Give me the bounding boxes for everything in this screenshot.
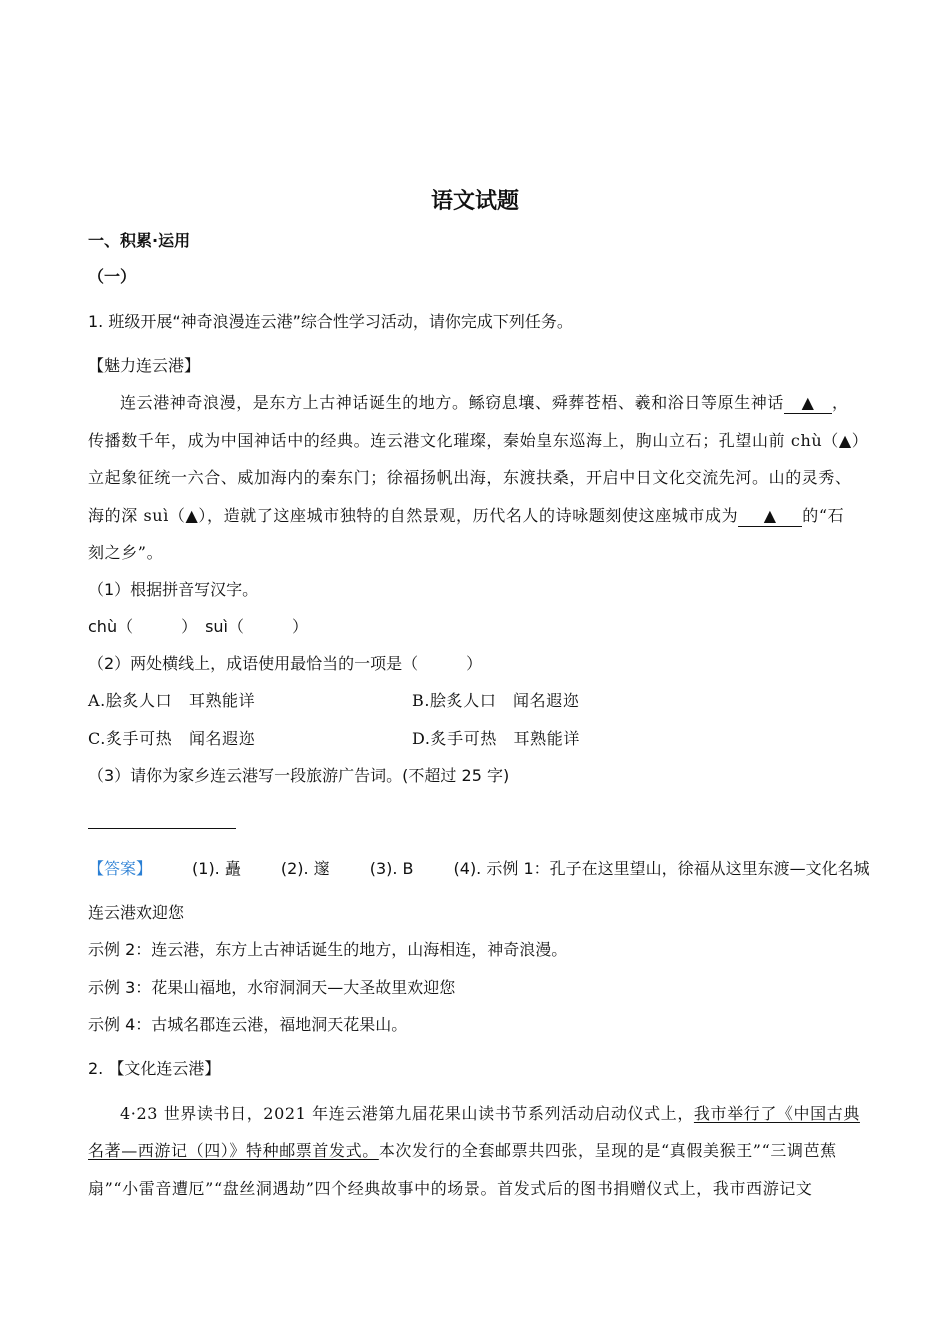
q2-text: 4·23 世界读书日，2021 年连云港第九届花果山读书节系列活动启动仪式上， — [120, 1104, 694, 1123]
answer-part-1: (1). 矗 — [192, 859, 241, 878]
answer-example-2: 示例 2：连云港，东方上古神话诞生的地方，山海相连，神奇浪漫。 — [88, 940, 568, 959]
answer-tag: 【答案】 — [88, 859, 153, 878]
answer-line-2: 连云港欢迎您 — [88, 903, 185, 922]
answer-part-2: (2). 邃 — [280, 859, 330, 878]
option-d: D.炙手可热 耳熟能详 — [412, 729, 580, 748]
passage-line-4 — [88, 505, 844, 527]
option-b: B.脍炙人口 闻名遐迩 — [412, 691, 580, 710]
sub-question-1: （1）根据拼音写汉字。 — [88, 580, 259, 599]
page-title: 语文试题 — [430, 189, 519, 214]
passage-line-5: 刻之乡”。 — [88, 543, 164, 562]
answer-divider — [88, 828, 236, 829]
passage-text: 海的深 suì（▲），造就了这座城市独特的自然景观，历代名人的诗咏题刻使这座城市成为 — [88, 506, 739, 525]
passage-line-2: 传播数千年，成为中国神话中的经典。连云港文化璀璨，秦始皇东巡海上，朐山立石；孔望山前 chù（▲） — [88, 431, 869, 450]
q2-line-2 — [88, 1140, 837, 1162]
q2-underlined-text: 我市举行了《中国古典 — [693, 1104, 860, 1123]
passage-block-title: 【魅力连云港】 — [88, 356, 201, 375]
q2-line-1 — [120, 1103, 860, 1125]
question-1-stem: 1. 班级开展“神奇浪漫连云港”综合性学习活动，请你完成下列任务。 — [88, 312, 573, 331]
answer-blank: ▲ — [738, 506, 802, 527]
sub-question-2: （2）两处横线上，成语使用最恰当的一项是（ ） — [88, 654, 483, 673]
answer-line-1 — [88, 858, 870, 880]
answer-part-4: (4). 示例 1：孔子在这里望山，徐福从这里东渡—文化名城 — [453, 859, 870, 878]
q2-line-3: 扇”“小雷音遭厄”“盘丝洞遇劫”四个经典故事中的场景。首发式后的图书捐赠仪式上，我市西游记文 — [88, 1179, 813, 1198]
subsection-heading: （一） — [88, 267, 137, 286]
q2-underlined-text: 名著—西游记（四）》特种邮票首发式。 — [88, 1141, 379, 1160]
question-2-heading: 2. 【文化连云港】 — [88, 1059, 221, 1078]
q2-text: 本次发行的全套邮票共四张，呈现的是“真假美猴王”“三调芭蕉 — [378, 1141, 837, 1160]
option-c: C.炙手可热 闻名遐迩 — [88, 729, 256, 748]
section-heading: 一、积累·运用 — [88, 231, 191, 250]
passage-text: 的“石 — [802, 506, 845, 525]
passage-line-3: 立起象征统一六合、威加海内的秦东门；徐福扬帆出海，东渡扶桑，开启中日文化交流先河。山的灵秀、 — [88, 468, 852, 487]
passage-text: 连云港神奇浪漫，是东方上古神话诞生的地方。鲧窃息壤、舜葬苍梧、羲和浴日等原生神话 — [120, 393, 785, 412]
answer-example-4: 示例 4：古城名郡连云港，福地洞天花果山。 — [88, 1015, 408, 1034]
passage-text: ， — [832, 393, 849, 412]
option-a: A.脍炙人口 耳熟能详 — [88, 691, 256, 710]
passage-line-1 — [120, 392, 849, 414]
sub-question-3: （3）请你为家乡连云港写一段旅游广告词。(不超过 25 字) — [88, 766, 510, 785]
answer-blank: ▲ — [784, 393, 832, 414]
pinyin-line: chù（ ） suì（ ） — [88, 617, 309, 636]
answer-example-3: 示例 3：花果山福地，水帘洞洞天—大圣故里欢迎您 — [88, 978, 456, 997]
answer-part-3: (3). B — [369, 859, 414, 878]
